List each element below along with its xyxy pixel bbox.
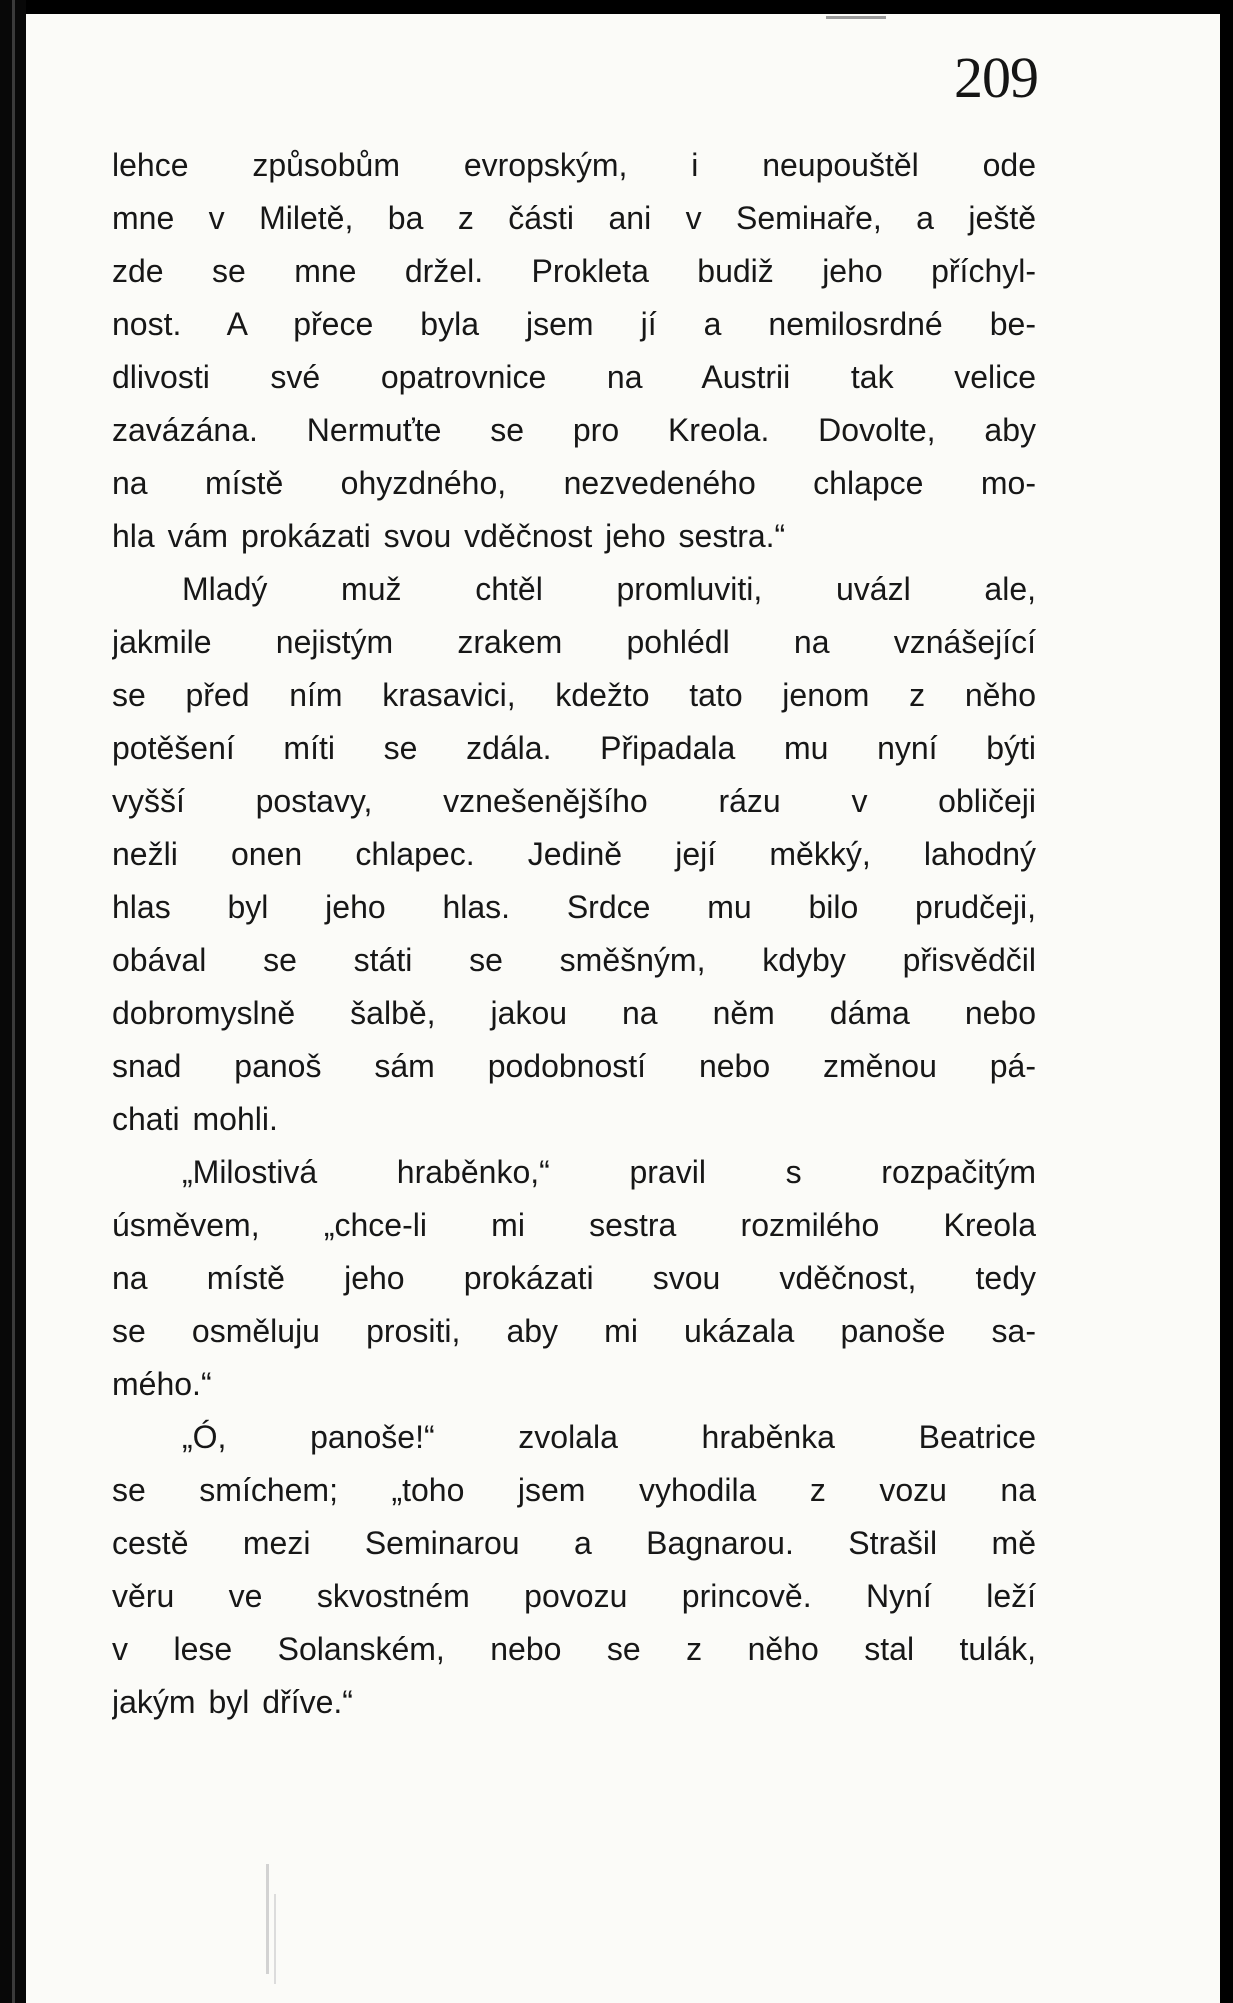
text-line: v lese Solanském, nebo se z něho stal tulák,: [112, 1631, 1036, 1667]
text-line: dobromyslně šalbě, jakou na něm dáma nebo: [112, 995, 1036, 1031]
text-line: se před ním krasavici, kdežto tato jenom z něho: [112, 677, 1036, 713]
text-line: „Milostivá hraběnko,“ pravil s rozpačitým: [182, 1154, 1036, 1190]
text-line: cestě mezi Seminarou a Bagnarou. Strašil mě: [112, 1525, 1036, 1561]
scan-artifact: [274, 1894, 276, 1984]
text-line: zde se mne držel. Prokleta budiž jeho příchyl-: [112, 253, 1036, 289]
text-line: lehce způsobům evropským, i neupouštěl ode: [112, 147, 1036, 183]
text-line: mého.“: [112, 1366, 212, 1402]
book-page: [26, 14, 1220, 2003]
text-line: se osměluju prositi, aby mi ukázala panoše sa-: [112, 1313, 1036, 1349]
text-line: věru ve skvostném povozu princově. Nyní leží: [112, 1578, 1036, 1614]
text-line: jakmile nejistým zrakem pohlédl na vznášející: [112, 624, 1036, 660]
text-line: zavázána. Nermuťte se pro Kreola. Dovolte, aby: [112, 412, 1036, 448]
scan-artifact: [266, 1864, 269, 1974]
text-line: mne v Miletě, ba z části ani v Semінaře, a ještě: [112, 200, 1036, 236]
text-line: na místě ohyzdného, nezvedeného chlapce mo-: [112, 465, 1036, 501]
text-line: úsměvem, „chce-li mi sestra rozmilého Kreola: [112, 1207, 1036, 1243]
text-line: na místě jeho prokázati svou vděčnost, tedy: [112, 1260, 1036, 1296]
page-number: 209: [954, 45, 1038, 110]
text-line: jakým byl dříve.“: [112, 1684, 353, 1720]
text-line: obával se státi se směšným, kdyby přisvědčil: [112, 942, 1036, 978]
text-line: nost. A přece byla jsem jí a nemilosrdné be-: [112, 306, 1036, 342]
text-line: se smíchem; „toho jsem vyhodila z vozu na: [112, 1472, 1036, 1508]
text-line: snad panoš sám podobností nebo změnou pá-: [112, 1048, 1036, 1084]
text-line: hlas byl jeho hlas. Srdce mu bilo prudčeji,: [112, 889, 1036, 925]
page-text: [112, 139, 1036, 1729]
text-line: potěšení míti se zdála. Připadala mu nyní býti: [112, 730, 1036, 766]
text-line: nežli onen chlapec. Jedině její měkký, lahodný: [112, 836, 1036, 872]
scan-border-line: [12, 0, 15, 2003]
scan-left-border: [0, 0, 26, 2003]
scan-speck: [826, 16, 886, 19]
text-line: chati mohli.: [112, 1101, 278, 1137]
text-line: „Ó, panoše!“ zvolala hraběnka Beatrice: [182, 1419, 1036, 1455]
text-line: hla vám prokázati svou vděčnost jeho sestra.“: [112, 518, 786, 554]
text-line: Mladý muž chtěl promluviti, uvázl ale,: [182, 571, 1036, 607]
text-line: vyšší postavy, vznešenějšího rázu v obličeji: [112, 783, 1036, 819]
text-line: dlivosti své opatrovnice na Austrii tak velice: [112, 359, 1036, 395]
